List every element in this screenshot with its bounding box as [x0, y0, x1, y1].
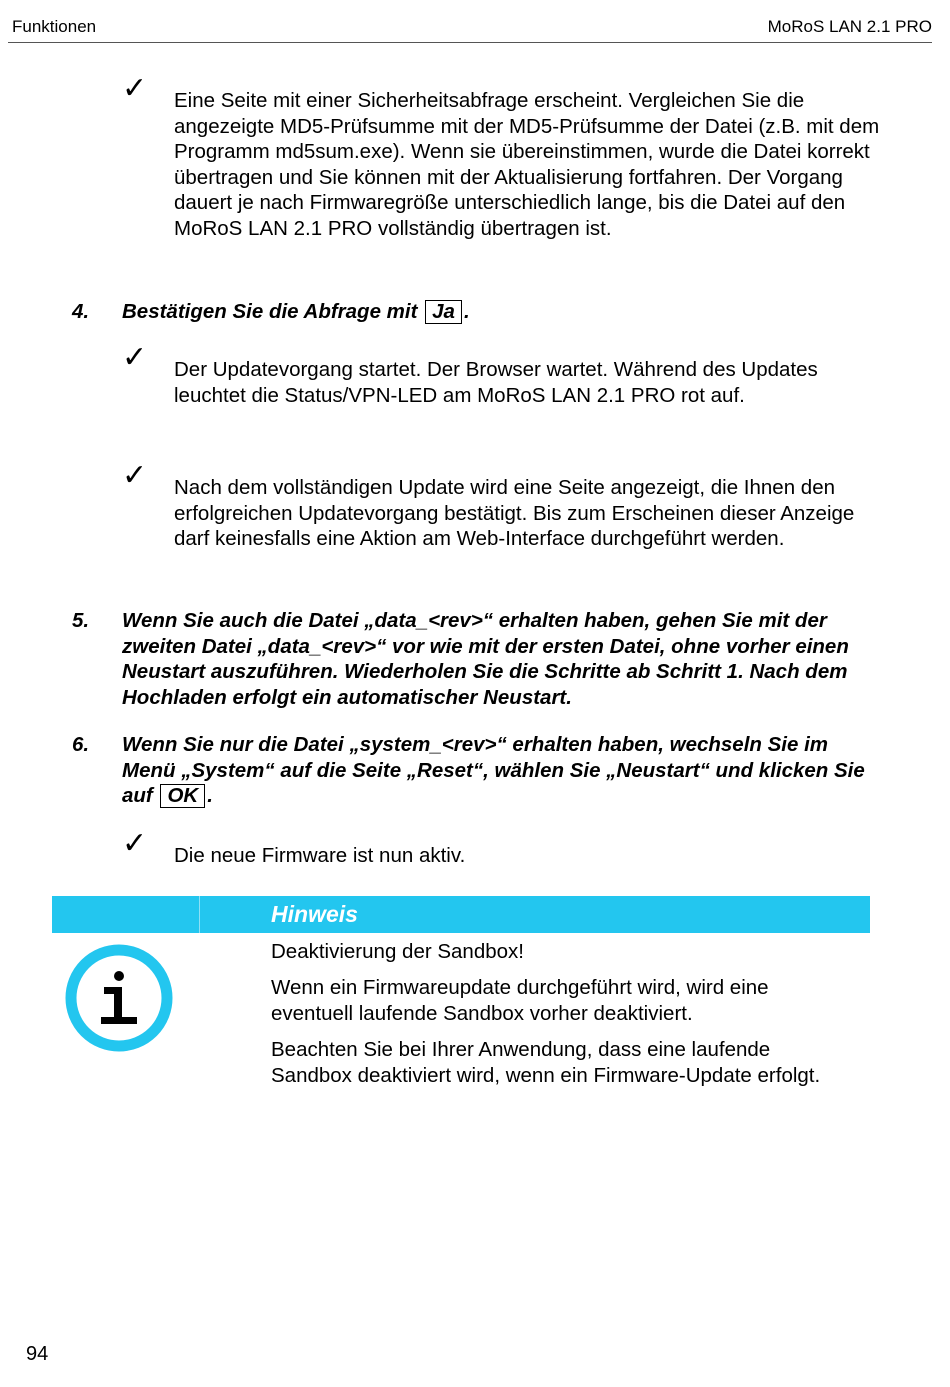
step-punctuation: .	[207, 784, 213, 808]
note-bar-divider	[199, 896, 200, 933]
note-heading: Deaktivierung der Sandbox!	[271, 940, 524, 963]
result-text: Nach dem vollständigen Update wird eine Seite angezeigt, die Ihnen den erfolgreichen Updatevorgang bestätigt. Bis zum Erscheinen dieser Anzeige darf keinesfalls eine Aktion am Web-Interface durchgeführt werden.	[174, 476, 855, 551]
step-6	[72, 732, 872, 809]
note-title: Hinweis	[271, 901, 358, 927]
checkmark-icon: ✓	[122, 826, 148, 861]
page-number: 94	[26, 1343, 49, 1365]
step-4	[72, 299, 872, 325]
checkmark-icon: ✓	[122, 458, 148, 493]
result-item	[122, 826, 882, 869]
checkmark-icon: ✓	[122, 340, 148, 375]
header-product-name: MoRoS LAN 2.1 PRO	[767, 17, 932, 36]
step-text: Bestätigen Sie die Abfrage mit	[122, 300, 418, 323]
step-number: 6.	[72, 733, 90, 756]
checkmark-icon: ✓	[122, 71, 148, 106]
step-text: Wenn Sie auch die Datei „data_<rev>“ erhalten haben, gehen Sie mit der zweiten Datei „data_<rev>“ vor wie mit der ersten Datei, ohne vorher einen Neustart auszuführen. Wiederholen Sie die Schritte ab Schritt 1. Nach dem Hochladen erfolgt ein automatischer Neustart.	[122, 609, 849, 709]
ok-button-label: OK	[160, 784, 205, 808]
note-text: Beachten Sie bei Ihrer Anwendung, dass eine laufende Sandbox deaktiviert wird, wenn ein Firmware-Update erfolgt.	[271, 1038, 821, 1087]
result-text: Der Updatevorgang startet. Der Browser wartet. Während des Updates leuchtet die Status/VPN-LED am MoRoS LAN 2.1 PRO rot auf.	[174, 358, 818, 407]
result-item	[122, 458, 882, 552]
step-5	[72, 608, 872, 710]
result-text: Die neue Firmware ist nun aktiv.	[174, 844, 466, 867]
result-item	[122, 340, 882, 408]
ja-button-label: Ja	[425, 300, 462, 324]
note-header-bar	[52, 896, 870, 933]
page-header	[8, 14, 932, 43]
step-number: 4.	[72, 300, 90, 323]
step-number: 5.	[72, 609, 90, 632]
step-text: Wenn Sie nur die Datei „system_<rev>“ erhalten haben, wechseln Sie im Menü „System“ auf die Seite „Reset“, wählen Sie „Neustart“ und klicken Sie auf	[122, 733, 865, 808]
note-bold-text: Wenn ein Firmwareupdate durchgeführt wird, wird eine eventuell laufende Sandbox vorher deaktiviert.	[271, 976, 769, 1025]
result-item	[122, 71, 882, 242]
step-punctuation: .	[463, 300, 470, 323]
info-icon	[64, 943, 174, 1053]
header-section-title: Funktionen	[12, 17, 97, 36]
result-text: Eine Seite mit einer Sicherheitsabfrage erscheint. Vergleichen Sie die angezeigte MD5-Prüfsumme mit der MD5-Prüfsumme der Datei (z.B. mit dem Programm md5sum.exe). Wenn sie übereinstimmen, wurde die Datei korrekt übertragen und Sie können mit der Aktualisierung fortfahren. Der Vorgang dauert je nach Firmwaregröße unterschiedlich lange, bis die Datei auf den MoRoS LAN 2.1 PRO vollständig übertragen ist.	[174, 89, 880, 240]
